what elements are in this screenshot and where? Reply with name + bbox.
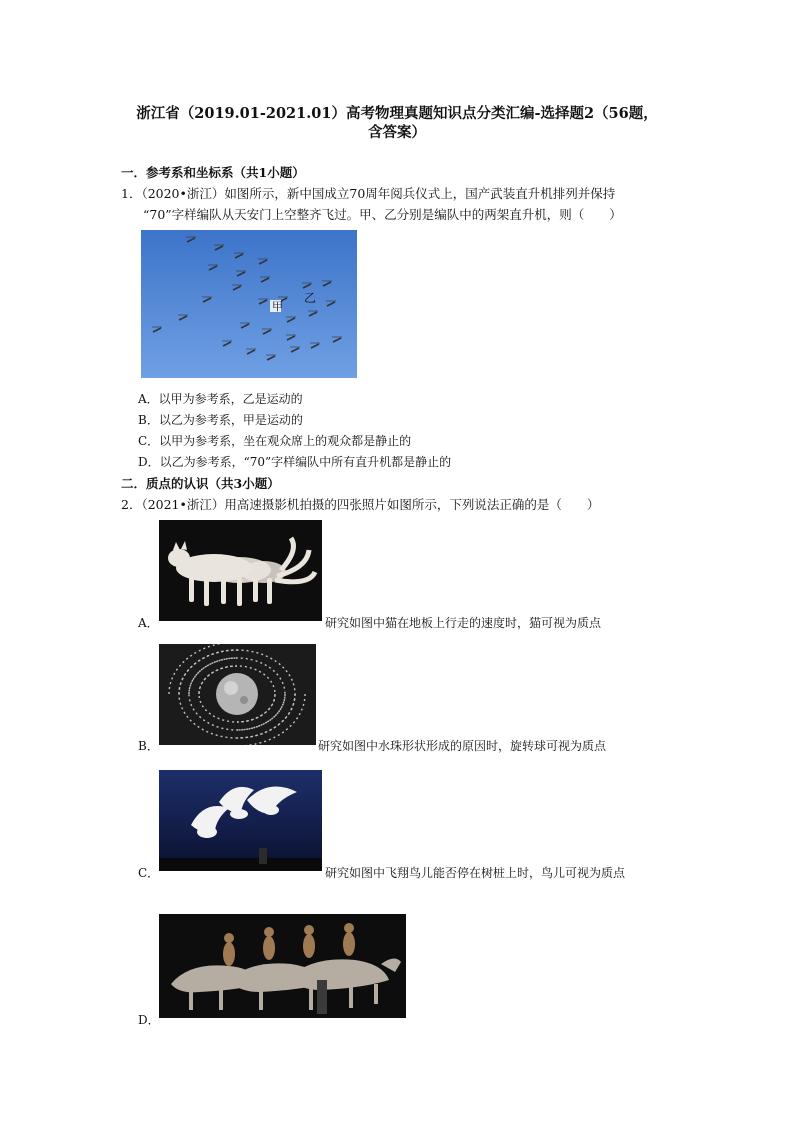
q2-photo-bird	[159, 770, 322, 871]
q1-option-a: A．以甲为参考系，乙是运动的	[138, 392, 303, 406]
q2-photo-cat	[159, 520, 322, 621]
q2-stem: 2．（2021•浙江）用高速摄影机拍摄的四张照片如图所示，下列说法正确的是（ ）	[121, 497, 600, 512]
q1-option-d: D．以乙为参考系，“70”字样编队中所有直升机都是静止的	[138, 455, 452, 469]
q2-option-c-letter: C．	[138, 866, 160, 880]
doc-title-line1: 浙江省（2019.01-2021.01）高考物理真题知识点分类汇编-选择题2（56题，	[136, 105, 658, 122]
q2-photo-spinning-ball	[159, 644, 316, 745]
q1-option-b: B．以乙为参考系，甲是运动的	[138, 413, 303, 427]
q2-option-a-letter: A．	[138, 616, 159, 630]
q2-option-a-text: 研究如图中猫在地板上行走的速度时，猫可视为质点	[325, 616, 602, 630]
doc-title-line2: 含答案）	[368, 124, 426, 141]
q1-stem-line1: 1．（2020•浙江）如图所示，新中国成立70周年阅兵仪式上，国产武装直升机排列并保持	[121, 186, 616, 201]
q1-stem-line2: “70”字样编队从天安门上空整齐飞过。甲、乙分别是编队中的两架直升机，则（ ）	[143, 207, 622, 222]
q2-option-c-text: 研究如图中飞翔鸟儿能否停在树桩上时，鸟儿可视为质点	[325, 866, 626, 880]
q2-option-b-text: 研究如图中水珠形状形成的原因时，旋转球可视为质点	[318, 739, 607, 753]
photo-label-jia: 甲	[272, 301, 283, 313]
photo-label-yi: 乙	[304, 291, 317, 305]
section-heading-1: 一．参考系和坐标系（共1小题）	[121, 165, 305, 180]
q1-option-c: C．以甲为参考系，坐在观众席上的观众都是静止的	[138, 434, 412, 448]
section-heading-2: 二．质点的认识（共3小题）	[121, 476, 280, 491]
q1-helicopter-photo	[141, 230, 357, 378]
q2-option-d-letter: D．	[138, 1013, 160, 1027]
q2-option-b-letter: B．	[138, 739, 159, 753]
q2-photo-horse-rider	[159, 914, 406, 1018]
